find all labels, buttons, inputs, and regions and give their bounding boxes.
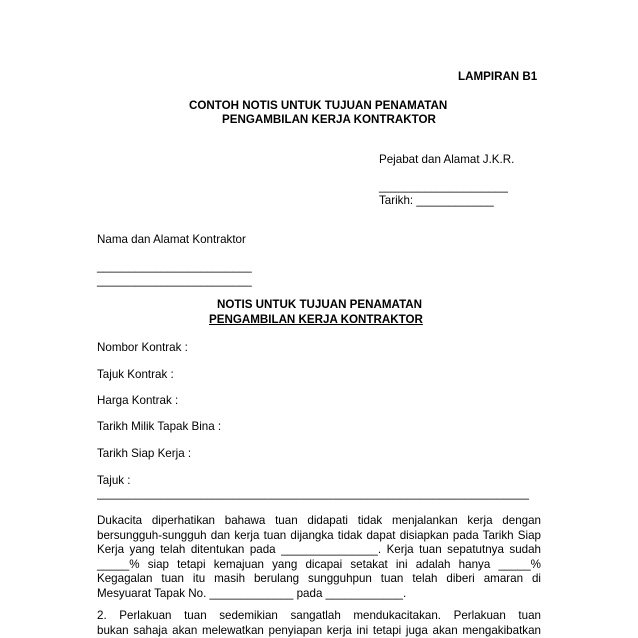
paragraph-2 [97, 609, 541, 638]
paragraph-1 [97, 514, 541, 602]
document-title-line2: PENGAMBILAN KERJA KONTRAKTOR [222, 113, 436, 126]
notice-title-line2: PENGAMBILAN KERJA KONTRAKTOR [209, 313, 423, 326]
contractor-line-1: ________________________ [97, 260, 252, 273]
paragraph-line: Mesyuarat Tapak No. _____________ pada ____________. [97, 586, 407, 600]
date-line: Tarikh: ____________ [379, 194, 494, 207]
office-address-line: ____________________ [379, 180, 508, 193]
contractor-line-2: ________________________ [97, 274, 252, 287]
field-subject: Tajuk : [97, 474, 131, 487]
paragraph-line: _____% siap tetapi kemajuan yang dicapai setakat ini adalah hanya _____% [97, 557, 541, 571]
paragraph-line: 2. Perlakuan tuan sedemikian sangatlah mendukacitakan. Perlakuan tuan [97, 609, 541, 622]
field-subject-line: ___________________________________________________________________ [97, 487, 530, 500]
field-contract-number: Nombor Kontrak : [97, 341, 188, 354]
field-site-possession-date: Tarikh Milik Tapak Bina : [97, 420, 222, 433]
field-completion-date: Tarikh Siap Kerja : [97, 447, 192, 460]
paragraph-line: Kegagalan tuan itu masih berulang sungguhpun tuan telah diberi amaran di [97, 572, 541, 586]
paragraph-line: Dukacita diperhatikan bahawa tuan didapati tidak menjalankan kerja dengan [97, 514, 541, 527]
paragraph-line: bukan sahaja akan melewatkan penyiapan kerja ini tetapi juga akan mengakibatkan [97, 623, 541, 637]
paragraph-line: bersungguh-sungguh dan kerja tuan dijangka tidak dapat disiapkan pada Tarikh Siap [97, 528, 541, 542]
paragraph-line: Kerja yang telah ditentukan pada _______________. Kerja tuan sepatutnya sudah [97, 543, 541, 557]
document-title-line1: CONTOH NOTIS UNTUK TUJUAN PENAMATAN [189, 99, 448, 112]
field-contract-price: Harga Kontrak : [97, 394, 179, 407]
appendix-label: LAMPIRAN B1 [458, 70, 538, 83]
contractor-label: Nama dan Alamat Kontraktor [97, 233, 246, 246]
office-label: Pejabat dan Alamat J.K.R. [379, 153, 515, 166]
field-contract-title: Tajuk Kontrak : [97, 368, 174, 381]
notice-title-line1: NOTIS UNTUK TUJUAN PENAMATAN [217, 298, 423, 311]
